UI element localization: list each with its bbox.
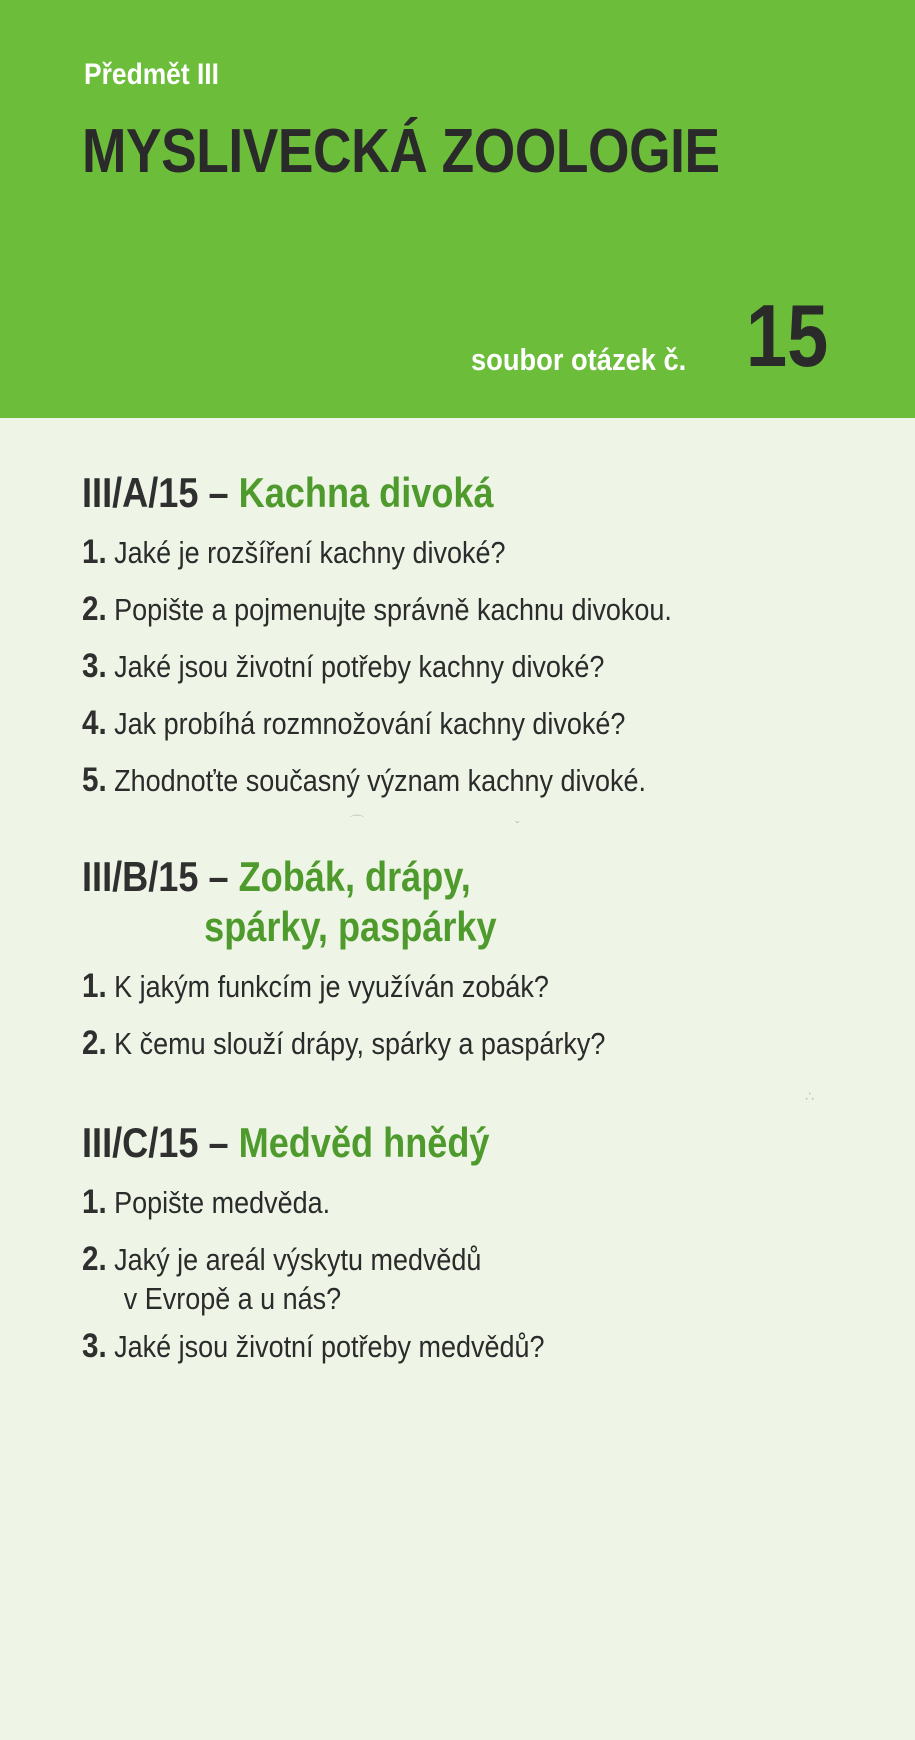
question-number: 2. (82, 1024, 107, 1062)
header-banner (0, 0, 915, 418)
question-set-number: 15 (746, 286, 829, 385)
section-a-code: III/A/15 (82, 469, 199, 516)
question-number: 3. (82, 647, 107, 685)
list-item (82, 1015, 882, 1072)
question-number: 5. (82, 761, 107, 799)
question-number: 2. (82, 1240, 107, 1278)
section-c-title (82, 1118, 770, 1168)
list-item (82, 638, 882, 695)
question-set-label: soubor otázek č. (471, 342, 687, 377)
question-text: Jaké je rozšíření kachny divoké? (114, 535, 506, 570)
question-text-continued: v Evropě a u nás? (123, 1281, 342, 1316)
list-item (82, 524, 882, 581)
section-b-dash: – (208, 853, 229, 900)
question-number: 1. (82, 1183, 107, 1221)
question-text: Popište a pojmenujte správně kachnu divokou. (114, 592, 672, 627)
section-a-title (82, 468, 770, 518)
section-b-title (82, 852, 770, 902)
section-a (82, 468, 882, 809)
section-b-name-line2: spárky, paspárky (204, 903, 497, 950)
question-number: 4. (82, 704, 107, 742)
list-item (82, 1231, 882, 1318)
section-b (82, 852, 882, 1072)
section-c-code: III/C/15 (82, 1119, 199, 1166)
section-a-name: Kachna divoká (238, 469, 494, 516)
section-c (82, 1118, 882, 1375)
list-item (82, 958, 882, 1015)
question-text: K čemu slouží drápy, spárky a paspárky? (114, 1026, 606, 1061)
section-b-name-line1: Zobák, drápy, (238, 853, 471, 900)
question-text: Zhodnoťte současný význam kachny divoké. (114, 763, 646, 798)
question-text: K jakým funkcím je využíván zobák? (114, 969, 549, 1004)
scan-speck: ⌒ (350, 814, 364, 830)
section-b-code: III/B/15 (82, 853, 199, 900)
list-item (82, 1174, 882, 1231)
list-item (82, 1318, 882, 1375)
scan-speck: ˇ (515, 818, 520, 834)
section-c-questions (82, 1174, 882, 1375)
section-a-questions (82, 524, 882, 809)
question-number: 2. (82, 590, 107, 628)
question-text: Jaký je areál výskytu medvědů (114, 1242, 482, 1277)
question-text: Jaké jsou životní potřeby kachny divoké? (114, 649, 605, 684)
question-text: Jak probíhá rozmnožování kachny divoké? (114, 706, 626, 741)
question-number: 1. (82, 533, 107, 571)
question-text: Jaké jsou životní potřeby medvědů? (114, 1329, 545, 1364)
section-a-dash: – (208, 469, 229, 516)
list-item (82, 581, 882, 638)
section-b-questions (82, 958, 882, 1072)
question-number: 1. (82, 967, 107, 1005)
list-item (82, 752, 882, 809)
question-number: 3. (82, 1327, 107, 1365)
page-title: MYSLIVECKÁ ZOOLOGIE (82, 117, 720, 186)
list-item (82, 695, 882, 752)
scan-speck: ∴ (805, 1088, 814, 1104)
question-text: Popište medvěda. (114, 1185, 331, 1220)
subject-label: Předmět III (84, 58, 219, 91)
section-c-name: Medvěd hnědý (238, 1119, 490, 1166)
section-c-dash: – (208, 1119, 229, 1166)
